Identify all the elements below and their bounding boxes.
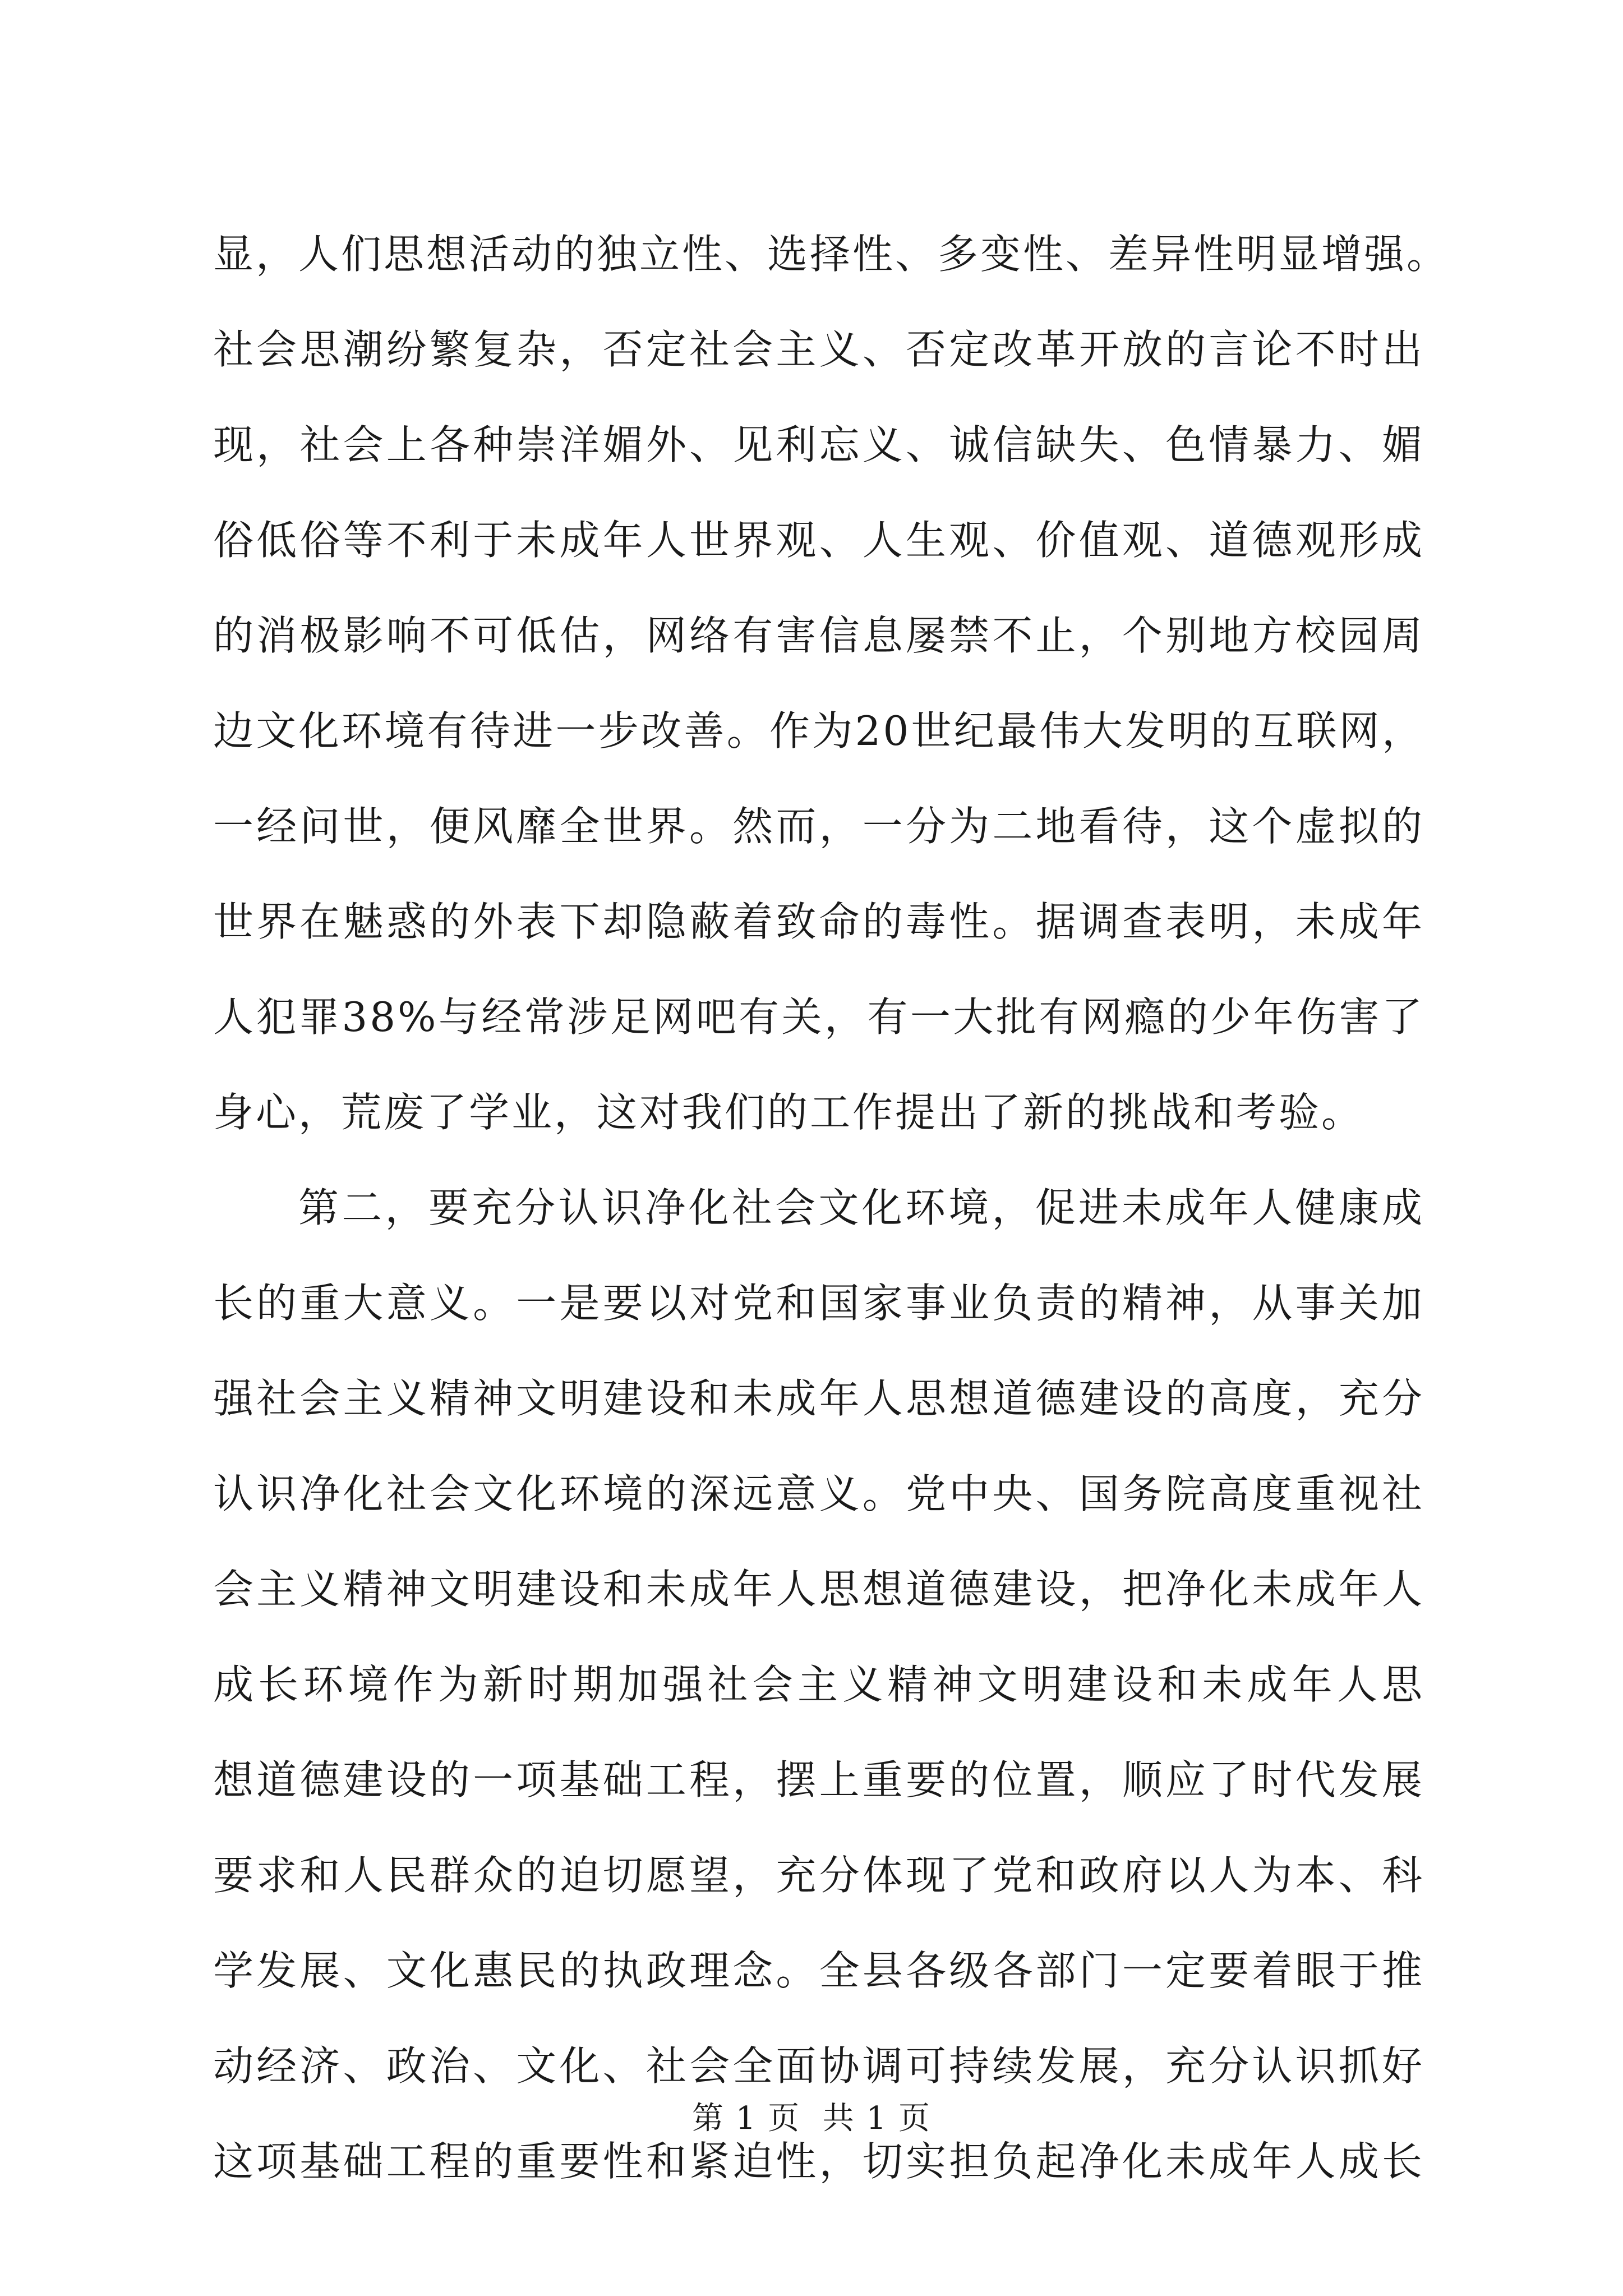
text-line: 长的重大意义。一是要以对党和国家事业负责的精神，从事关加 (213, 1280, 1424, 1327)
text-line: 动经济、政治、文化、社会全面协调可持续发展，充分认识抓好 (213, 2042, 1424, 2090)
paragraph-first-line: 第二，要充分认识净化社会文化环境，促进未成年人健康成 (298, 1184, 1424, 1231)
text-line: 的消极影响不可低估，网络有害信息屡禁不止，个别地方校园周 (213, 612, 1424, 659)
text-line: 学发展、文化惠民的执政理念。全县各级各部门一定要着眼于推 (213, 1947, 1424, 1994)
text-line: 人犯罪38%与经常涉足网吧有关，有一大批有网瘾的少年伤害了 (213, 993, 1424, 1041)
text-line: 显，人们思想活动的独立性、选择性、多变性、差异性明显增强。 (213, 231, 1450, 278)
text-line: 会主义精神文明建设和未成年人思想道德建设，把净化未成年人 (213, 1566, 1424, 1613)
text-line: 身心，荒废了学业，这对我们的工作提出了新的挑战和考验。 (213, 1089, 1364, 1136)
page-number-footer: 第 1 页 共 1 页 (691, 2100, 932, 2137)
text-line: 想道德建设的一项基础工程，摆上重要的位置，顺应了时代发展 (213, 1756, 1424, 1803)
text-line: 现，社会上各种崇洋媚外、见利忘义、诚信缺失、色情暴力、媚 (213, 421, 1424, 468)
text-line: 认识净化社会文化环境的深远意义。党中央、国务院高度重视社 (213, 1470, 1424, 1517)
text-line: 俗低俗等不利于未成年人世界观、人生观、价值观、道德观形成 (213, 517, 1424, 564)
text-line: 这项基础工程的重要性和紧迫性，切实担负起净化未成年人成长 (213, 2138, 1424, 2185)
text-line: 社会思潮纷繁复杂，否定社会主义、否定改革开放的言论不时出 (213, 326, 1424, 373)
text-line: 强社会主义精神文明建设和未成年人思想道德建设的高度，充分 (213, 1375, 1424, 1422)
text-line: 要求和人民群众的迫切愿望，充分体现了党和政府以人为本、科 (213, 1852, 1424, 1899)
text-line: 世界在魅惑的外表下却隐蔽着致命的毒性。据调查表明，未成年 (213, 898, 1424, 945)
text-line: 一经问世，便风靡全世界。然而，一分为二地看待，这个虚拟的 (213, 803, 1424, 850)
text-line: 边文化环境有待进一步改善。作为20世纪最伟大发明的互联网， (213, 707, 1424, 754)
text-line: 成长环境作为新时期加强社会主义精神文明建设和未成年人思 (213, 1661, 1424, 1708)
document-body (213, 206, 1450, 2209)
